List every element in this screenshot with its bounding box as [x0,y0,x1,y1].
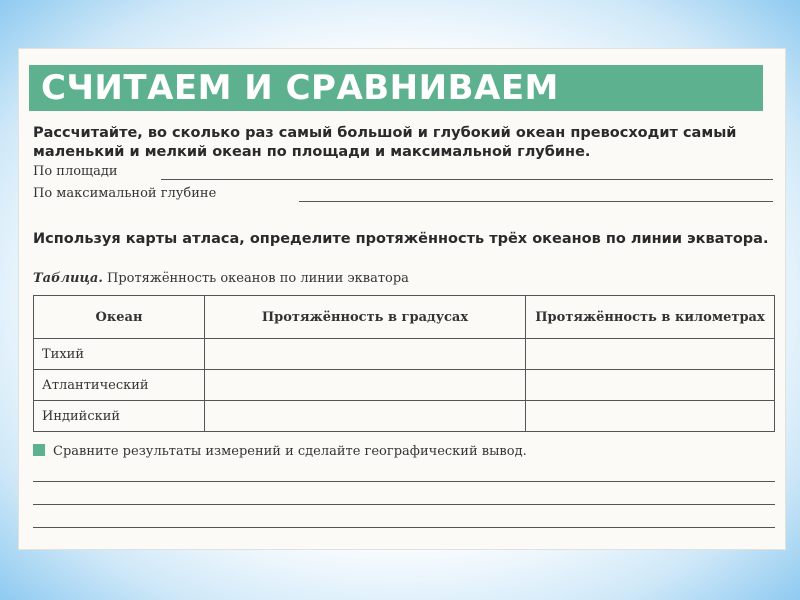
oceans-table [33,295,775,432]
task2-text: Используя карты атласа, определите протяжённость трёх океанов по линии экватора. [33,231,769,247]
table-row [34,339,775,370]
header-degrees: Протяжённость в градусах [205,296,526,339]
header-ocean: Океан [34,296,205,339]
degrees-cell[interactable] [205,339,526,370]
task3 [33,444,527,459]
depth-answer-line[interactable] [299,201,773,202]
table-caption-prefix: Таблица. [33,271,103,286]
degrees-cell[interactable] [205,401,526,432]
conclusion-line-3[interactable] [33,527,775,528]
section-banner [29,65,763,111]
ocean-name-cell: Индийский [34,401,205,432]
km-cell[interactable] [526,339,775,370]
task3-text: Сравните результаты измерений и сделайте географический вывод. [53,444,527,459]
area-line-label: По площади [33,164,118,179]
table-header-row [34,296,775,339]
km-cell[interactable] [526,401,775,432]
degrees-cell[interactable] [205,370,526,401]
worksheet-page [18,48,786,550]
task1-text: Рассчитайте, во сколько раз самый большой и глубокий океан превосходит самый маленький и мелкий океан по площади и максимальной глубине. [33,125,737,160]
ocean-name-cell: Тихий [34,339,205,370]
depth-line-label: По максимальной глубине [33,186,217,201]
table-row [34,370,775,401]
table-caption-text: Протяжённость океанов по линии экватора [106,271,409,286]
section-title: СЧИТАЕМ И СРАВНИВАЕМ [41,68,559,108]
table-caption [33,271,409,286]
conclusion-line-2[interactable] [33,504,775,505]
table-row [34,401,775,432]
square-marker-icon [33,444,45,456]
area-answer-line[interactable] [161,179,773,180]
conclusion-line-1[interactable] [33,481,775,482]
ocean-name-cell: Атлантический [34,370,205,401]
km-cell[interactable] [526,370,775,401]
header-km: Протяжённость в километрах [526,296,775,339]
